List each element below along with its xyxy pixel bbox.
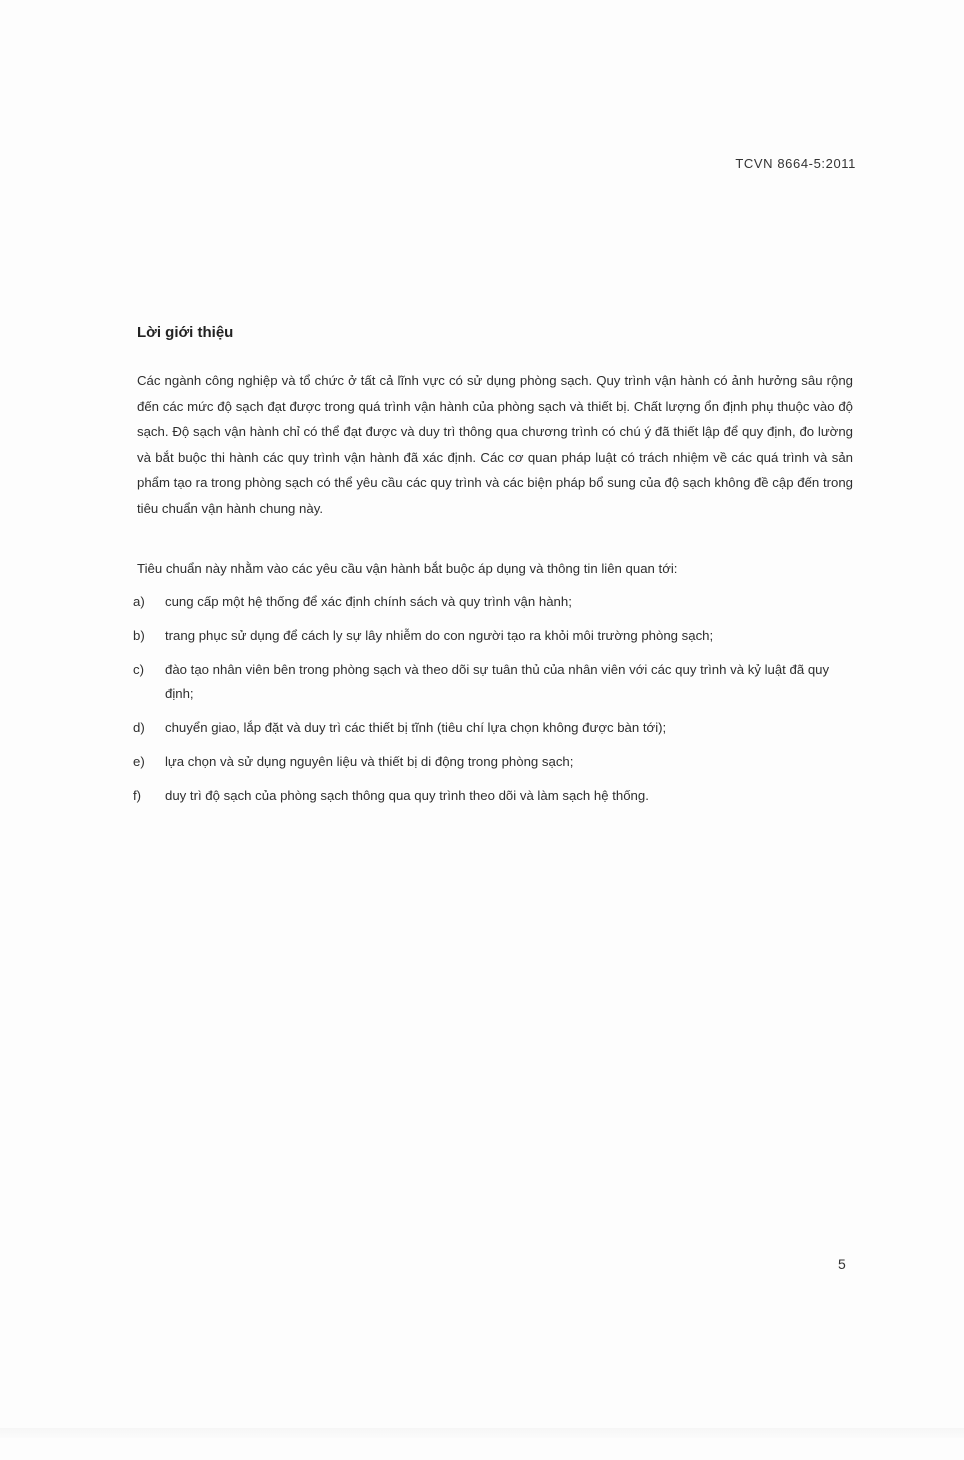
intro-paragraph: Các ngành công nghiệp và tổ chức ở tất cả lĩnh vực có sử dụng phòng sạch. Quy trình vận hành có ảnh hưởng sâu rộng đến các mức độ sạch đạt được trong quá trình vận hành của phòng sạch và thiết bị. Chất lượng ổn định phụ thuộc vào độ sạch. Độ sạch vận hành chỉ có thể đạt được và duy trì thông qua chương trình có chú ý đã thiết lập để quy định, đo lường và bắt buộc thi hành các quy trình vận hành đã xác định. Các cơ quan pháp luật có trách nhiệm về các quá trình và sản phẩm tạo ra trong phòng sạch có thể yêu cầu các quy trình và các biện pháp bổ sung của độ sạch không đề cập đến trong tiêu chuẩn vận hành chung này. (137, 373, 853, 516)
list-item-text: chuyển giao, lắp đặt và duy trì các thiết bị tĩnh (tiêu chí lựa chọn không được bàn tới); (165, 719, 667, 735)
list-marker: c) (133, 662, 144, 677)
list-marker: b) (133, 628, 145, 643)
list-marker: d) (133, 719, 145, 735)
page-number: 5 (838, 1256, 846, 1272)
list-item-b (133, 624, 853, 648)
scan-edge-divider (0, 1428, 964, 1438)
list-item-e (133, 750, 853, 774)
list-item-text: lựa chọn và sử dụng nguyên liệu và thiết bị di động trong phòng sạch; (165, 753, 574, 769)
list-item-text: đào tạo nhân viên bên trong phòng sạch và theo dõi sự tuân thủ của nhân viên với các quy trình và kỷ luật đã quy định; (165, 662, 830, 701)
list-item-text: trang phục sử dụng để cách ly sự lây nhiễm do con người tạo ra khỏi môi trường phòng sạch; (165, 628, 714, 643)
list-item-d (133, 716, 853, 740)
list-marker: e) (133, 753, 145, 769)
list-lead-sentence: Tiêu chuẩn này nhằm vào các yêu cầu vận hành bắt buộc áp dụng và thông tin liên quan tới: (137, 561, 678, 576)
list-item-text: duy trì độ sạch của phòng sạch thông qua quy trình theo dõi và làm sạch hệ thống. (165, 787, 649, 803)
list-item-f (133, 784, 853, 808)
list-item-text: cung cấp một hệ thống để xác định chính sách và quy trình vận hành; (165, 594, 572, 609)
list-marker: f) (133, 787, 142, 803)
list-item-a (133, 590, 853, 614)
section-heading: Lời giới thiệu (137, 324, 234, 341)
requirements-list (133, 590, 853, 818)
list-marker: a) (133, 594, 145, 609)
document-code: TCVN 8664-5:2011 (735, 156, 856, 171)
list-item-c (133, 658, 853, 705)
